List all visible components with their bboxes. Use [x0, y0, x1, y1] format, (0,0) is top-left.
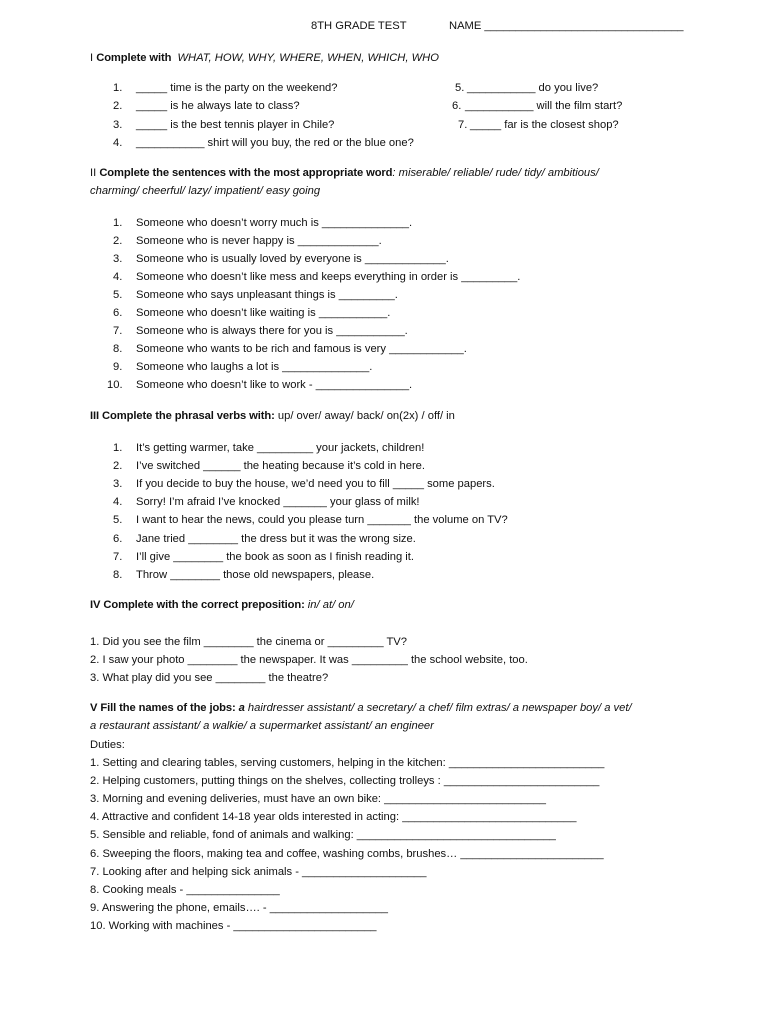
section-3-item-text[interactable]: It’s getting warmer, take _________ your jackets, children! [136, 442, 425, 454]
section-5-item[interactable]: 8. Cooking meals - _______________ [90, 883, 280, 896]
section-4-item[interactable]: 2. I saw your photo ________ the newspaper. It was _________ the school website, too. [90, 654, 528, 666]
name-field[interactable]: NAME ________________________________ [449, 20, 684, 32]
duties-label: Duties: [90, 739, 125, 751]
section-1-item-text[interactable]: ___________ shirt will you buy, the red or the blue one? [136, 136, 414, 149]
section-3-item-number: 8. [113, 568, 123, 581]
section-1-item-number: 6. [452, 100, 462, 113]
section-2-words-cont: charming/ cheerful/ lazy/ impatient/ easy going [90, 185, 321, 197]
section-2-item-text[interactable]: Someone who doesn’t like to work - _______________. [136, 379, 413, 391]
section-1-item-text[interactable]: _____ far is the closest shop? [470, 118, 619, 131]
section-5-words: hairdresser assistant/ a secretary/ a chef/ film extras/ a newspaper boy/ a vet/ [244, 702, 632, 714]
section-2-item-text[interactable]: Someone who laughs a lot is ______________. [136, 361, 373, 373]
section-3-title: III Complete the phrasal verbs with: [90, 410, 275, 422]
section-2-item-number: 10. [107, 379, 123, 391]
section-1-item-text[interactable]: ___________ do you live? [467, 82, 599, 94]
section-4-words: in/ at/ on/ [304, 599, 354, 611]
section-2-words: : miserable/ reliable/ rude/ tidy/ ambitious/ [392, 167, 599, 179]
section-1-words: WHAT, HOW, WHY, WHERE, WHEN, WHICH, WHO [177, 52, 439, 64]
section-1-item-number: 5. [455, 82, 465, 94]
section-2-item-text[interactable]: Someone who doesn’t like waiting is ___________. [136, 307, 391, 319]
section-2-roman: II [90, 167, 97, 179]
test-title: 8TH GRADE TEST [311, 20, 407, 32]
section-1-item-text[interactable]: _____ is he always late to class? [136, 100, 300, 113]
section-2-item-number: 6. [113, 307, 123, 319]
section-5-item[interactable]: 4. Attractive and confident 14-18 year olds interested in acting: ____________________________ [90, 811, 577, 824]
section-1-item-number: 4. [113, 136, 123, 149]
section-3-item-text[interactable]: I want to hear the news, could you please turn _______ the volume on TV? [136, 514, 508, 527]
section-1-item-number: 7. [458, 118, 468, 131]
section-2-item-text[interactable]: Someone who says unpleasant things is _________. [136, 289, 398, 301]
section-2-item-number: 8. [113, 343, 123, 355]
section-4-heading [90, 598, 354, 612]
section-1-title: Complete with [96, 52, 172, 64]
section-2-item-number: 7. [113, 325, 123, 337]
section-4-item[interactable]: 3. What play did you see ________ the theatre? [90, 672, 329, 684]
section-3-item-number: 5. [113, 514, 123, 527]
section-1-item-number: 3. [113, 118, 123, 131]
section-2-heading [90, 166, 599, 180]
section-3-words: up/ over/ away/ back/ on(2x) / off/ in [274, 410, 455, 422]
section-1-heading [90, 51, 439, 65]
section-3-item-number: 6. [113, 532, 123, 545]
section-3-item-text[interactable]: If you decide to buy the house, we’d need you to fill _____ some papers. [136, 478, 495, 491]
section-3-item-text[interactable]: Jane tried ________ the dress but it was the wrong size. [136, 532, 416, 545]
section-2-item-text[interactable]: Someone who doesn’t like mess and keeps everything in order is _________. [136, 271, 521, 283]
section-5-article: a [235, 702, 245, 714]
section-2-item-text[interactable]: Someone who is never happy is _____________. [136, 235, 382, 247]
section-3-item-text[interactable]: Sorry! I’m afraid I’ve knocked _______ your glass of milk! [136, 496, 420, 509]
section-1-item-number: 1. [113, 82, 123, 94]
section-5-item[interactable]: 10. Working with machines - _______________________ [90, 919, 377, 932]
section-2-item-number: 4. [113, 271, 123, 283]
section-2-item-text[interactable]: Someone who wants to be rich and famous is very ____________. [136, 343, 467, 355]
section-5-heading [90, 701, 632, 715]
section-5-item[interactable]: 9. Answering the phone, emails…. - ___________________ [90, 901, 388, 914]
section-2-item-number: 3. [113, 253, 123, 265]
section-2-item-text[interactable]: Someone who doesn’t worry much is ______________. [136, 217, 413, 229]
section-2-item-number: 9. [113, 361, 123, 373]
section-4-title: IV Complete with the correct preposition: [90, 599, 305, 611]
section-3-item-text[interactable]: Throw ________ those old newspapers, please. [136, 568, 375, 581]
section-1-item-text[interactable]: _____ time is the party on the weekend? [136, 82, 338, 94]
section-2-item-text[interactable]: Someone who is always there for you is ___________. [136, 325, 408, 337]
section-5-item[interactable]: 3. Morning and evening deliveries, must have an own bike: __________________________ [90, 793, 546, 806]
section-1-item-text[interactable]: _____ is the best tennis player in Chile? [136, 118, 335, 131]
section-2-title: Complete the sentences with the most appropriate word [99, 167, 393, 179]
section-1-item-text[interactable]: ___________ will the film start? [465, 100, 623, 113]
section-5-item[interactable]: 5. Sensible and reliable, fond of animals and walking: ________________________________ [90, 829, 556, 842]
section-5-item[interactable]: 2. Helping customers, putting things on the shelves, collecting trolleys : _________________________ [90, 775, 600, 788]
section-1-item-number: 2. [113, 100, 123, 113]
section-5-item[interactable]: 6. Sweeping the floors, making tea and coffee, washing combs, brushes… _______________________ [90, 847, 604, 860]
section-5-title: V Fill the names of the jobs: [90, 702, 236, 714]
section-3-item-number: 2. [113, 460, 123, 473]
section-5-item[interactable]: 7. Looking after and helping sick animals - ____________________ [90, 865, 427, 878]
section-2-item-number: 5. [113, 289, 123, 301]
section-3-heading [90, 409, 455, 423]
section-3-item-number: 7. [113, 550, 123, 563]
section-2-item-text[interactable]: Someone who is usually loved by everyone is _____________. [136, 253, 449, 265]
section-5-words-cont: a restaurant assistant/ a walkie/ a supermarket assistant/ an engineer [90, 720, 434, 732]
section-3-item-text[interactable]: I’ll give ________ the book as soon as I finish reading it. [136, 550, 415, 563]
section-4-item[interactable]: 1. Did you see the film ________ the cinema or _________ TV? [90, 636, 407, 648]
section-2-item-number: 1. [113, 217, 123, 229]
section-5-item[interactable]: 1. Setting and clearing tables, serving customers, helping in the kitchen: _________________________ [90, 757, 605, 769]
section-3-item-number: 3. [113, 478, 123, 491]
section-1-roman: I [90, 52, 94, 64]
section-3-item-number: 1. [113, 442, 123, 454]
section-3-item-number: 4. [113, 496, 123, 509]
section-3-item-text[interactable]: I’ve switched ______ the heating because it’s cold in here. [136, 460, 425, 473]
section-2-item-number: 2. [113, 235, 123, 247]
